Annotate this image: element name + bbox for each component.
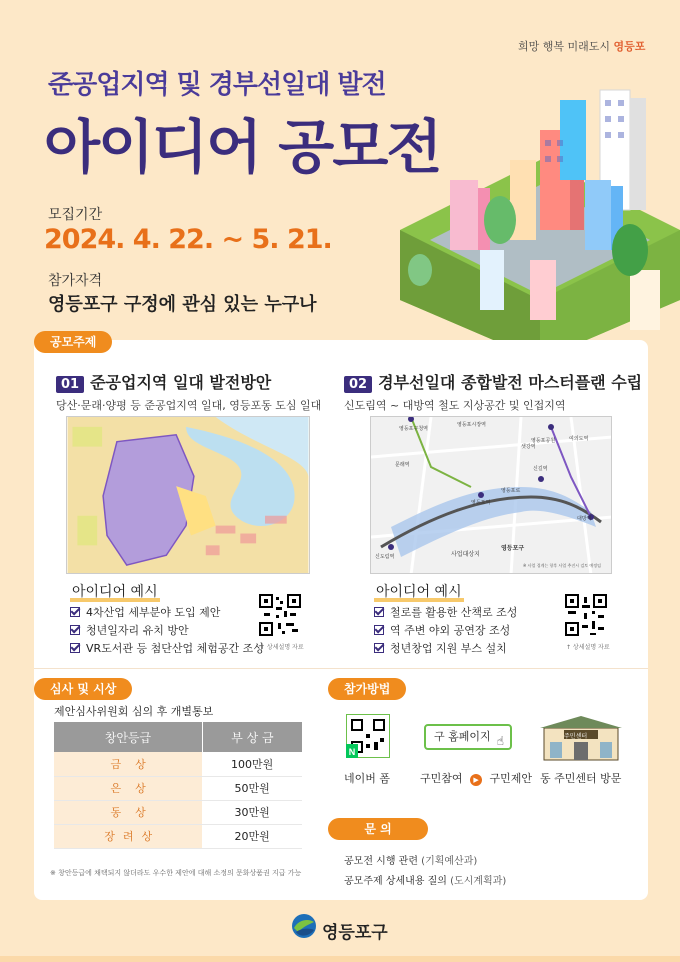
map-label: 샛강역 bbox=[521, 444, 536, 450]
period-label: 모집기간 bbox=[48, 207, 103, 223]
community-center-sign: 주민센터 bbox=[564, 733, 588, 740]
district-logo-text: 영등포구 bbox=[322, 923, 388, 943]
award-grade: 장려상 bbox=[54, 824, 202, 848]
map-label: 영등포구청역 bbox=[399, 426, 428, 432]
inquiry-row bbox=[344, 872, 506, 887]
theme-02-idea-label: 아이디어 예시 bbox=[376, 584, 462, 600]
award-prize: 30만원 bbox=[202, 800, 302, 824]
checkbox-icon bbox=[70, 607, 80, 617]
theme-01-num: 01 bbox=[56, 376, 84, 393]
slogan-brand: 영등포 bbox=[613, 40, 646, 53]
homepage-button-label: 구 홈페이지 bbox=[434, 730, 491, 743]
participate-tag: 참가방법 bbox=[328, 678, 406, 700]
district-logo-icon bbox=[290, 912, 318, 940]
naver-form-qr-icon[interactable] bbox=[346, 714, 390, 758]
map-label: 영등포로 bbox=[501, 488, 521, 494]
idea-text: 4차산업 세부분야 도입 제안 bbox=[86, 606, 221, 619]
map-label: 문래역 bbox=[395, 462, 410, 468]
checkbox-icon bbox=[70, 643, 80, 653]
checkbox-icon bbox=[374, 625, 384, 635]
map-label: 신길역 bbox=[533, 466, 548, 472]
theme-02-qr-caption: ↑ 상세설명 자료 bbox=[566, 644, 610, 651]
award-table bbox=[54, 722, 302, 849]
map-label: 사업대상지 bbox=[451, 551, 480, 558]
theme-02-title bbox=[344, 370, 642, 393]
idea-text: 역 주변 야외 공연장 조성 bbox=[390, 624, 511, 637]
inquiry-tag: 문 의 bbox=[328, 818, 428, 840]
svg-text:N: N bbox=[348, 747, 356, 757]
inquiry-dept: (도시계획과) bbox=[450, 876, 507, 887]
table-row bbox=[54, 776, 302, 800]
checkbox-icon bbox=[374, 607, 384, 617]
homepage-button[interactable] bbox=[424, 724, 512, 750]
qr-code-icon[interactable] bbox=[564, 593, 608, 637]
map-label: 영등포구 bbox=[501, 545, 525, 552]
table-row bbox=[54, 824, 302, 848]
page-title: 아이디어 공모전 bbox=[44, 113, 441, 181]
theme-01-title bbox=[56, 370, 271, 393]
period-value: 2024. 4. 22. ~ 5. 21. bbox=[44, 224, 332, 255]
idea-text: VR도서관 등 첨단산업 체험공간 조성 bbox=[86, 642, 264, 655]
page-subtitle: 준공업지역 및 경부선일대 발전 bbox=[48, 70, 386, 100]
theme-01-qr-caption: ↑ 상세설명 자료 bbox=[260, 644, 304, 651]
idea-text: 청년일자리 유치 방안 bbox=[86, 624, 189, 637]
theme-01-idea-label: 아이디어 예시 bbox=[72, 584, 158, 600]
checkbox-icon bbox=[70, 625, 80, 635]
inquiry-text: 공모전 시행 관련 bbox=[344, 856, 418, 867]
step-naver-form: 네이버 폼 bbox=[344, 772, 391, 785]
award-grade: 동상 bbox=[54, 800, 202, 824]
list-item bbox=[374, 622, 517, 640]
theme-01-title-text: 준공업지역 일대 발전방안 bbox=[90, 373, 272, 392]
list-item bbox=[70, 604, 264, 622]
theme-01-sub: 당산·문래·양평 등 준공업지역 일대, 영등포동 도심 일대 bbox=[56, 399, 322, 412]
step-community-center: 동 주민센터 방문 bbox=[540, 772, 622, 785]
theme-01-idea-list bbox=[70, 604, 264, 658]
inquiry-row bbox=[344, 852, 477, 867]
map-label: 여의도역 bbox=[569, 436, 589, 442]
list-item bbox=[70, 622, 264, 640]
slogan-text: 희망 행복 미래도시 bbox=[518, 40, 611, 53]
list-item bbox=[374, 640, 517, 658]
map-note: ※ 사업 경계는 향후 사업 추진시 검토 예정임 bbox=[523, 563, 601, 568]
city-illustration bbox=[390, 70, 680, 350]
map-label: 영등포공원 bbox=[531, 438, 556, 444]
table-row bbox=[54, 800, 302, 824]
award-prize: 20만원 bbox=[202, 824, 302, 848]
review-footnote: ※ 창안등급에 채택되지 않더라도 우수한 제안에 대해 소정의 문화상품권 지급 가능 bbox=[50, 869, 302, 877]
idea-text: 청년창업 지원 부스 설치 bbox=[390, 642, 507, 655]
award-grade: 금상 bbox=[54, 752, 202, 776]
review-tag: 심사 및 시상 bbox=[34, 678, 132, 700]
idea-text: 철로를 활용한 산책로 조성 bbox=[390, 606, 518, 619]
review-notice: 제안심사위원회 심의 후 개별통보 bbox=[54, 705, 214, 718]
list-item bbox=[70, 640, 264, 658]
eligibility-value: 영등포구 구정에 관심 있는 누구나 bbox=[48, 294, 317, 315]
qr-code-icon[interactable] bbox=[258, 593, 302, 637]
award-grade: 은상 bbox=[54, 776, 202, 800]
map-label: 대방역 bbox=[577, 516, 592, 522]
step-text: 구민참여 bbox=[420, 772, 463, 785]
pointer-icon: ☝ bbox=[496, 734, 504, 748]
map-label: 영등포역 bbox=[471, 500, 491, 506]
theme-02-map bbox=[370, 416, 612, 574]
checkbox-icon bbox=[374, 643, 384, 653]
slogan bbox=[518, 38, 645, 54]
column-header: 창안등급 bbox=[54, 722, 202, 752]
divider bbox=[34, 668, 648, 669]
map-label: 영등포시장역 bbox=[457, 422, 486, 428]
column-header: 부 상 금 bbox=[202, 722, 302, 752]
list-item bbox=[374, 604, 517, 622]
award-prize: 100만원 bbox=[202, 752, 302, 776]
step-text: 구민제안 bbox=[489, 772, 533, 785]
theme-tag: 공모주제 bbox=[34, 331, 112, 353]
award-prize: 50만원 bbox=[202, 776, 302, 800]
theme-02-title-text: 경부선일대 종합발전 마스터플랜 수립 bbox=[378, 373, 643, 392]
step-resident-participate bbox=[420, 770, 532, 786]
theme-01-map bbox=[66, 416, 310, 574]
inquiry-text: 공모주제 상세내용 질의 bbox=[344, 876, 447, 887]
inquiry-dept: (기획예산과) bbox=[421, 856, 478, 867]
table-row bbox=[54, 752, 302, 776]
theme-02-num: 02 bbox=[344, 376, 372, 393]
theme-02-sub: 신도림역 ~ 대방역 철도 지상공간 및 인접지역 bbox=[344, 399, 566, 412]
arrow-right-icon: ▶ bbox=[470, 774, 482, 786]
map-label: 신도림역 bbox=[375, 554, 395, 560]
eligibility-label: 참가자격 bbox=[48, 273, 103, 289]
bottom-band bbox=[0, 956, 680, 962]
theme-02-idea-list bbox=[374, 604, 517, 658]
